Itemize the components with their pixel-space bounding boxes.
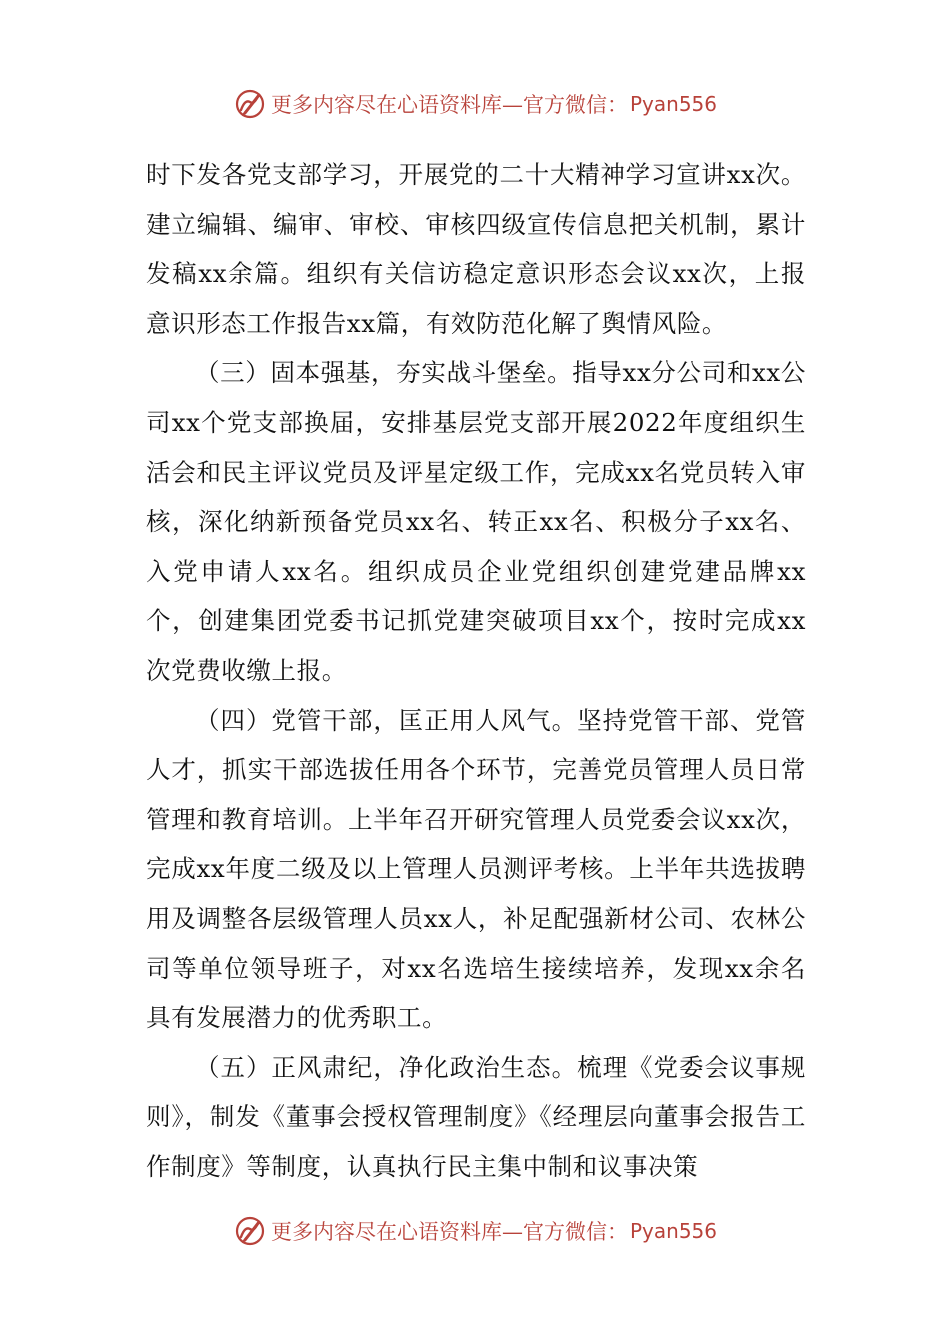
banner-text: 更多内容尽在心语资料库—官方微信： — [270, 93, 628, 117]
pen-signature-icon — [233, 1214, 267, 1248]
header-banner — [0, 84, 950, 124]
paragraph-2: （三）固本强基，夯实战斗堡垒。指导xx分公司和xx公司xx个党支部换届，安排基层党支部开展2022年度组织生活会和民主评议党员及评星定级工作，完成xx名党员转入审核，深化纳新预备党员xx名、转正xx名、积极分子xx名、入党申请人xx名。组织成员企业党组织创建党建品牌xx个，创建集团党委书记抓党建突破项目xx个，按时完成xx次党费收缴上报。 — [146, 358, 806, 685]
paragraph-3: （四）党管干部，匡正用人风气。坚持党管干部、党管人才，抓实干部选拔任用各个环节，完善党员管理人员日常管理和教育培训。上半年召开研究管理人员党委会议xx次，完成xx年度二级及以上管理人员测评考核。上半年共选拔聘用及调整各层级管理人员xx人，补足配强新材公司、农林公司等单位领导班子，对xx名选培生接续培养，发现xx余名具有发展潜力的优秀职工。 — [146, 705, 806, 1033]
paragraph-4: （五）正风肃纪，净化政治生态。梳理《党委会议事规则》，制发《董事会授权管理制度》《经理层向董事会报告工作制度》等制度，认真执行民主集中制和议事决策 — [146, 1052, 806, 1181]
paragraph-1: 时下发各党支部学习，开展党的二十大精神学习宣讲xx次。建立编辑、编审、审校、审核四级宣传信息把关机制，累计发稿xx余篇。组织有关信访稳定意识形态会议xx次，上报意识形态工作报告xx篇，有效防范化解了舆情风险。 — [146, 160, 806, 338]
wechat-id: Pyan556 — [629, 1219, 717, 1243]
pen-signature-icon — [233, 87, 267, 121]
document-body — [146, 150, 806, 1191]
footer-banner — [0, 1211, 950, 1251]
banner-text: 更多内容尽在心语资料库—官方微信： — [270, 1220, 628, 1244]
wechat-id: Pyan556 — [629, 92, 717, 116]
